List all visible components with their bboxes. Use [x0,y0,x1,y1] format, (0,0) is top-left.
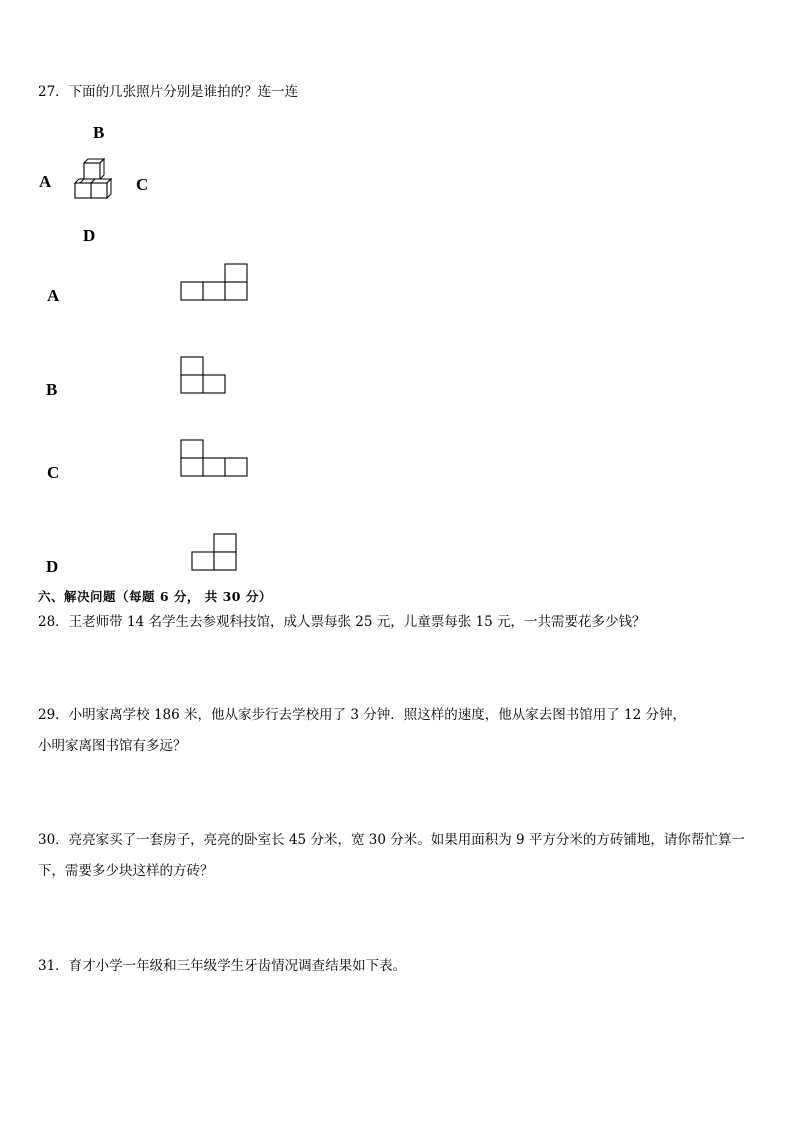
option-b-view-figure [180,356,230,396]
option-d-view-figure [191,533,241,573]
section-heading: 六、解决问题（每题 6 分， 共 30 分） [38,589,272,604]
question-29-line-2: 小明家离图书馆有多远？ [38,738,187,754]
viewpoint-label-d: D [83,226,96,245]
question-31-text: 31．育才小学一年级和三年级学生牙齿情况调查结果如下表。 [38,958,407,974]
question-30-line-1: 30．亮亮家买了一套房子，亮亮的卧室长 45 分米，宽 30 分米。如果用面积为 9 平方分米的方砖铺地，请你帮忙算一 [38,832,745,848]
option-label-c: C [47,463,60,482]
question-30-line-2: 下，需要多少块这样的方砖？ [38,863,214,879]
option-c-view-figure [180,439,252,479]
question-27-text: 27．下面的几张照片分别是谁拍的？连一连 [38,84,299,100]
question-28-text: 28．王老师带 14 名学生去参观科技馆，成人票每张 25 元，儿童票每张 15 元，一共需要花多少钱？ [38,614,646,630]
question-29-line-1: 29．小明家离学校 186 米，他从家步行去学校用了 3 分钟．照这样的速度，他从家去图书馆用了 12 分钟， [38,707,686,723]
cube-stack-figure [68,156,124,212]
viewpoint-label-b: B [93,123,105,142]
viewpoint-label-c: C [136,175,149,194]
option-label-b: B [46,380,58,399]
option-label-a: A [47,286,60,305]
viewpoint-label-a: A [39,172,52,191]
option-label-d: D [46,557,59,576]
option-a-view-figure [180,263,250,303]
